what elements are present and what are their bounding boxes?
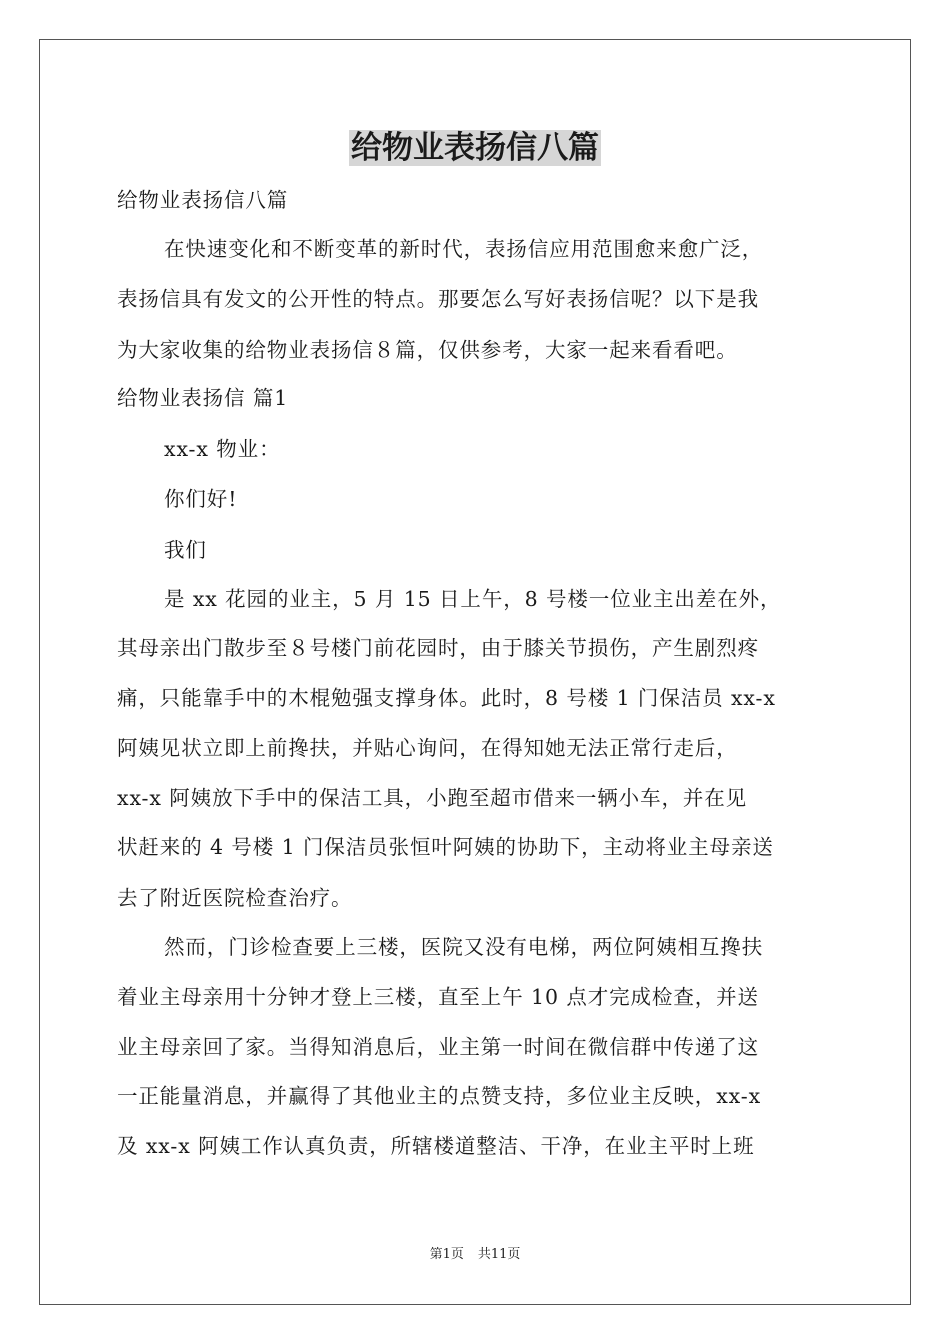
text-line: 其母亲出门散步至８号楼门前花园时，由于膝关节损伤，产生剧烈疼 <box>117 636 759 660</box>
text-line: 给物业表扬信八篇 <box>117 188 289 212</box>
text-line: 然而，门诊检查要上三楼，医院又没有电梯，两位阿姨相互搀扶 <box>164 935 764 959</box>
text-line: 痛，只能靠手中的木棍勉强支撑身体。此时，8 号楼 1 门保洁员 xx-x <box>117 686 776 710</box>
text-line: 业主母亲回了家。当得知消息后，业主第一时间在微信群中传递了这 <box>117 1035 759 1059</box>
text-line: xx-x 阿姨放下手中的保洁工具，小跑至超市借来一辆小车，并在见 <box>117 786 748 810</box>
text-line: 我们 <box>164 538 207 562</box>
text-line: 状赶来的 4 号楼 1 门保洁员张恒叶阿姨的协助下，主动将业主母亲送 <box>117 835 774 859</box>
page-border <box>39 39 911 1305</box>
text-line: 去了附近医院检查治疗。 <box>117 886 353 910</box>
text-line: 在快速变化和不断变革的新时代，表扬信应用范围愈来愈广泛， <box>164 237 764 261</box>
document-title-text: 给物业表扬信八篇 <box>351 130 599 166</box>
text-line: 一正能量消息，并赢得了其他业主的点赞支持，多位业主反映，xx-x <box>117 1084 762 1108</box>
page-number: 第1页 <box>429 1247 464 1262</box>
greeting: 你们好! <box>164 487 238 511</box>
text-line: 阿姨见状立即上前搀扶，并贴心询问，在得知她无法正常行走后， <box>117 736 738 760</box>
text-line: 及 xx-x 阿姨工作认真负责，所辖楼道整洁、干净，在业主平时上班 <box>117 1134 755 1158</box>
text-line: 是 xx 花园的业主，5 月 15 日上午，8 号楼一位业主出差在外， <box>164 587 782 611</box>
salutation: xx-x 物业： <box>164 437 281 461</box>
text-line: 为大家收集的给物业表扬信８篇，仅供参考，大家一起来看看吧。 <box>117 338 738 362</box>
document-title <box>0 128 950 168</box>
page-footer <box>0 1246 950 1264</box>
section-heading: 给物业表扬信 篇1 <box>117 386 289 410</box>
page-total: 共11页 <box>477 1247 521 1262</box>
text-line: 着业主母亲用十分钟才登上三楼，直至上午 10 点才完成检查，并送 <box>117 985 759 1009</box>
text-line: 表扬信具有发文的公开性的特点。那要怎么写好表扬信呢？以下是我 <box>117 287 759 311</box>
